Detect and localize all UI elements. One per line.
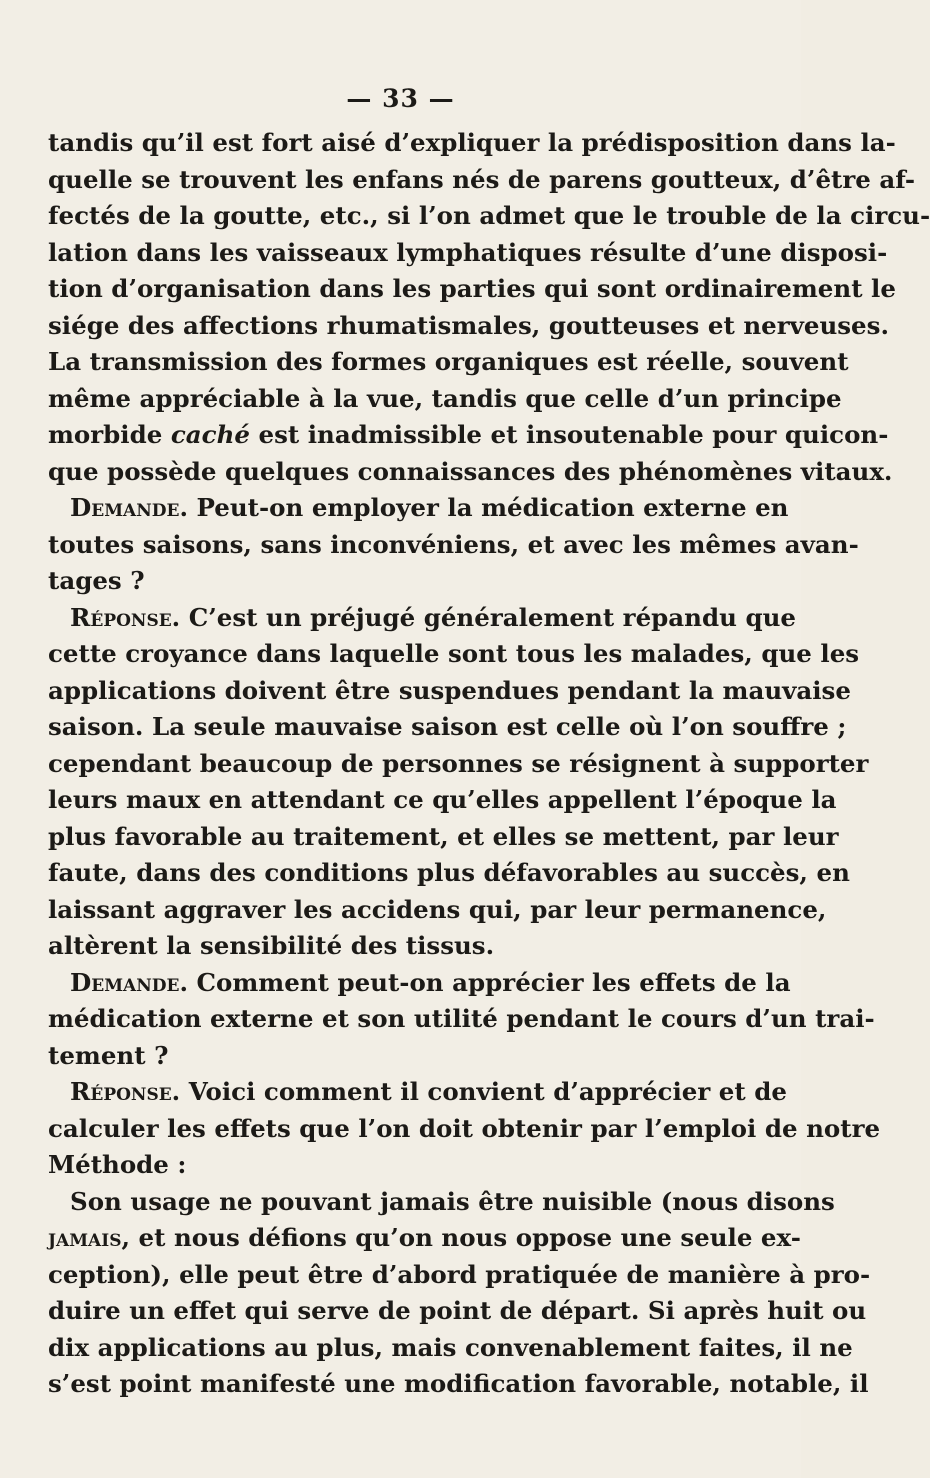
text-line: calculer les effets que l’on doit obtenir par l’emploi de notre	[48, 1113, 881, 1143]
italic-word: caché	[170, 420, 250, 449]
text-line: La transmission des formes organiques est réelle, souvent	[48, 347, 849, 376]
text-line	[48, 417, 889, 454]
body-text	[48, 125, 930, 1403]
text-fragment: Voici comment il convient d’apprécier et de	[180, 1077, 787, 1106]
text-fragment: morbide	[48, 420, 171, 449]
text-line: toutes saisons, sans inconvéniens, et avec les mêmes avan-	[48, 529, 859, 559]
text-line: siége des affections rhumatismales, goutteuses et nerveuses.	[48, 310, 889, 340]
text-line: applications doivent être suspendues pendant la mauvaise	[48, 675, 851, 705]
text-line: tandis qu’il est fort aisé d’expliquer la prédisposition dans la-	[48, 128, 896, 157]
question-line	[48, 490, 789, 527]
answer-line	[48, 600, 796, 637]
text-fragment: , et nous défions qu’on nous oppose une seule ex-	[121, 1223, 801, 1252]
text-line: laissant aggraver les accidens qui, par leur permanence,	[48, 894, 827, 924]
text-line: altèrent la sensibilité des tissus.	[48, 931, 495, 960]
text-line: plus favorable au traitement, et elles se mettent, par leur	[48, 821, 839, 851]
text-line: quelle se trouvent les enfans nés de parens goutteux, d’être af-	[48, 164, 916, 194]
text-line: tement ?	[48, 1040, 169, 1070]
text-line: cependant beaucoup de personnes se résignent à supporter	[48, 748, 869, 778]
answer-label: Réponse.	[70, 602, 181, 632]
answer-line	[48, 1074, 787, 1111]
text-line: même appréciable à la vue, tandis que celle d’un principe	[48, 383, 842, 413]
text-line: que possède quelques connaissances des phénomènes vitaux.	[48, 456, 893, 486]
text-fragment: est inadmissible et insoutenable pour quicon-	[249, 420, 889, 449]
text-line: cette croyance dans laquelle sont tous les malades, que les	[48, 639, 860, 668]
text-line: duire un effet qui serve de point de départ. Si après huit ou	[48, 1296, 867, 1325]
answer-label: Réponse.	[70, 1077, 181, 1106]
text-line: médication externe et son utilité pendant le cours d’un trai-	[48, 1004, 875, 1033]
text-line	[48, 1220, 801, 1257]
question-line	[48, 965, 791, 1002]
question-label: Demande.	[70, 967, 188, 997]
text-fragment: Comment peut-on apprécier les effets de la	[187, 967, 791, 997]
page-number: — 33 —	[346, 84, 455, 113]
text-fragment: Peut-on employer la médication externe en	[187, 493, 789, 522]
text-line: lation dans les vaisseaux lymphatiques résulte d’une disposi-	[48, 237, 888, 267]
text-line: fectés de la goutte, etc., si l’on admet que le trouble de la circu-	[48, 201, 930, 230]
question-label: Demande.	[70, 493, 188, 522]
emphasis-word: jamais	[48, 1223, 122, 1252]
text-line: faute, dans des conditions plus défavorables au succès, en	[48, 858, 850, 887]
text-fragment: C’est un préjugé généralement répandu que	[180, 602, 796, 632]
text-line: saison. La seule mauvaise saison est celle où l’on souffre ;	[48, 712, 847, 741]
text-line: Son usage ne pouvant jamais être nuisible (nous disons	[70, 1186, 835, 1216]
text-line: leurs maux en attendant ce qu’elles appellent l’époque la	[48, 785, 837, 814]
text-line: s’est point manifesté une modification favorable, notable, il	[48, 1369, 869, 1398]
text-line: tion d’organisation dans les parties qui sont ordinairement le	[48, 274, 896, 303]
text-line: tages ?	[48, 566, 145, 595]
text-line: ception), elle peut être d’abord pratiquée de manière à pro-	[48, 1259, 871, 1289]
text-line: dix applications au plus, mais convenablement faites, il ne	[48, 1332, 853, 1362]
text-line: Méthode :	[48, 1150, 187, 1179]
